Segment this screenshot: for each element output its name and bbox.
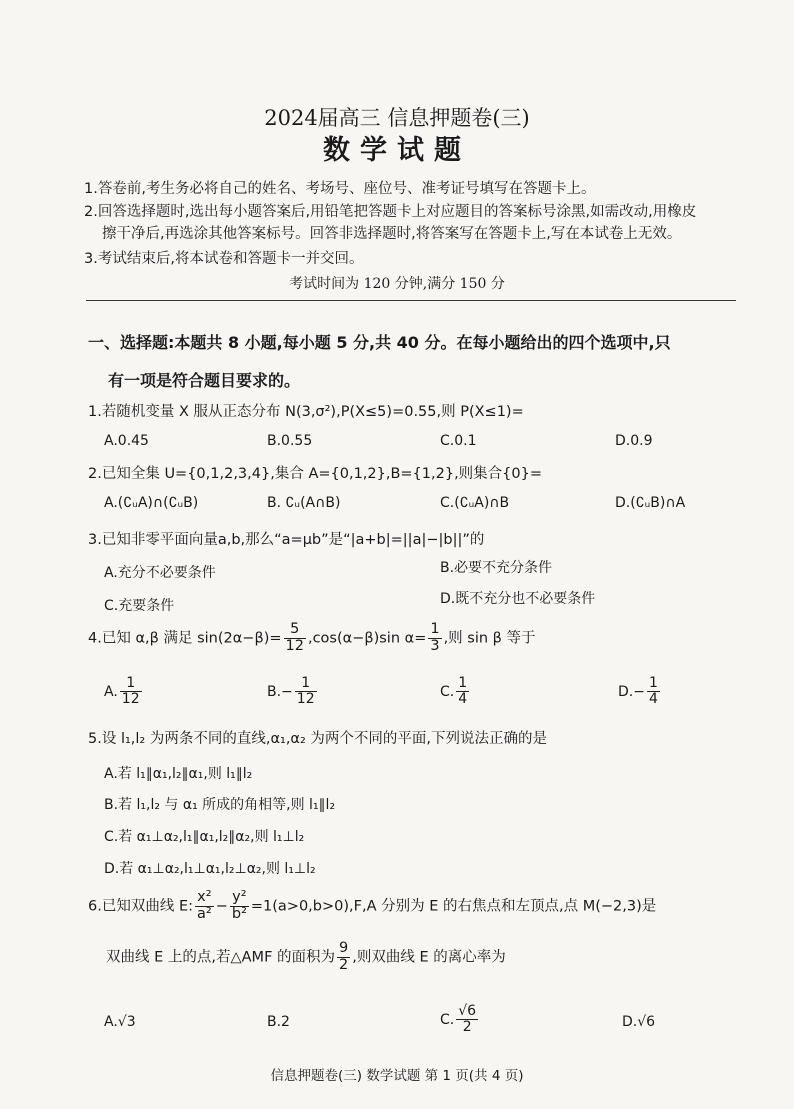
q6-stem-line2: [106, 941, 506, 974]
q4-option-a-frac: [120, 676, 142, 708]
q6-option-c-den: 2: [462, 1019, 472, 1036]
q3-option-d: D.既不充分也不必要条件: [440, 591, 596, 607]
q6-option-c: [440, 1004, 480, 1036]
subject-title: 数学试题: [323, 135, 471, 166]
q1-option-b: B.0.55: [267, 433, 313, 449]
q4-option-d-num: 1: [648, 675, 658, 691]
q2-option-d: D.(∁ᵤB)∩A: [615, 495, 686, 511]
q4-stem-a: 4.已知 α,β 满足 sin(2α−β)=: [88, 630, 282, 647]
notice-3: 3.考试结束后,将本试卷和答题卡一并交回。: [84, 251, 364, 267]
q4-option-c-label: C.: [440, 683, 455, 700]
divider: [86, 300, 736, 301]
q6-frac-y-num: y²: [230, 890, 249, 907]
q6-option-c-num: √6: [458, 1003, 477, 1019]
q6-option-c-label: C.: [440, 1011, 455, 1028]
q4-stem: [88, 622, 536, 655]
q6-stem-b: =1(a>0,b>0),F,A 分别为 E 的右焦点和左顶点,点 M(−2,3)是: [250, 898, 657, 915]
q4-option-a-num: 1: [120, 676, 142, 692]
q4-fraction-2-num: 1: [430, 621, 440, 637]
notice-2-cont: 擦干净后,再选涂其他答案标号。回答非选择题时,将答案写在答题卡上,写在本试卷上无效。: [102, 226, 682, 242]
q4-option-d-label: D.−: [618, 683, 645, 700]
q6-frac-y: [230, 890, 249, 923]
q5-option-c: C.若 α₁⊥α₂,l₁∥α₁,l₂∥α₂,则 l₁⊥l₂: [104, 829, 305, 845]
q6-area-den: 2: [339, 956, 349, 973]
notice-1: 1.答卷前,考生务必将自己的姓名、考场号、座位号、准考证号填写在答题卡上。: [84, 181, 596, 197]
q4-option-b-frac: [295, 676, 317, 708]
q4-option-d: [618, 676, 662, 708]
q6-area-frac: [337, 941, 350, 974]
q6-option-b: B.2: [267, 1014, 290, 1030]
q4-option-d-den: 4: [648, 691, 658, 708]
q4-fraction-1-num: 5: [284, 622, 306, 639]
q6-frac-x: [195, 890, 214, 923]
q6-minus: −: [215, 898, 228, 915]
q5-option-b: B.若 l₁,l₂ 与 α₁ 所成的角相等,则 l₁∥l₂: [104, 797, 336, 813]
q4-fraction-1-den: 12: [285, 637, 304, 654]
q3-option-b: B.必要不充分条件: [440, 560, 553, 576]
q6-stem: [88, 890, 656, 923]
exam-title: 2024届高三 信息押题卷(三): [264, 106, 530, 130]
notice-2: 2.回答选择题时,选出每小题答案后,用铅笔把答题卡上对应题目的答案标号涂黑,如需改动,用橡皮: [84, 204, 697, 220]
q4-fraction-1: [284, 622, 306, 655]
q6-area-num: 9: [339, 940, 349, 956]
exam-time: 考试时间为 120 分钟,满分 150 分: [289, 276, 505, 292]
q1-option-a: A.0.45: [104, 433, 149, 449]
q4-option-c-num: 1: [458, 675, 468, 691]
q4-option-a-label: A.: [104, 683, 118, 700]
q4-option-c: [440, 676, 471, 708]
q1-option-c: C.0.1: [440, 433, 477, 449]
q4-option-c-den: 4: [458, 691, 468, 708]
q6-frac-x-num: x²: [195, 890, 214, 907]
q2-stem: 2.已知全集 U={0,1,2,3,4},集合 A={0,1,2},B={1,2},则集合{0}=: [88, 466, 543, 482]
q6-line2-b: ,则双曲线 E 的离心率为: [352, 949, 506, 966]
q2-option-c: C.(∁ᵤA)∩B: [440, 495, 510, 511]
q4-option-a: [104, 676, 144, 708]
q3-stem: 3.已知非零平面向量a,b,那么“a=μb”是“|a+b|=||a|−|b||”的: [88, 532, 485, 548]
q2-option-b: B. ∁ᵤ(A∩B): [267, 495, 341, 511]
q4-option-a-den: 12: [121, 691, 140, 708]
q5-option-a: A.若 l₁∥α₁,l₂∥α₁,则 l₁∥l₂: [104, 766, 253, 782]
q6-option-d: D.√6: [622, 1014, 656, 1030]
q4-option-d-frac: [647, 676, 660, 708]
q6-option-a: A.√3: [104, 1014, 136, 1030]
q6-stem-a: 6.已知双曲线 E:: [88, 898, 193, 915]
q4-option-b: [267, 676, 319, 708]
q5-stem: 5.设 l₁,l₂ 为两条不同的直线,α₁,α₂ 为两个不同的平面,下列说法正确的是: [88, 731, 548, 747]
q6-frac-x-den: a²: [197, 905, 212, 922]
q1-option-d: D.0.9: [615, 433, 653, 449]
section-heading: 一、选择题:本题共 8 小题,每小题 5 分,共 40 分。在每小题给出的四个选项中,只: [88, 333, 671, 352]
q4-option-b-label: B.−: [267, 683, 293, 700]
q6-frac-y-den: b²: [231, 905, 247, 922]
q3-option-c: C.充要条件: [104, 598, 175, 614]
q4-stem-c: ,则 sin β 等于: [443, 630, 536, 647]
q1-stem: 1.若随机变量 X 服从正态分布 N(3,σ²),P(X≤5)=0.55,则 P(X≤1)=: [88, 404, 524, 420]
q4-option-c-frac: [456, 676, 469, 708]
q6-option-c-frac: [456, 1004, 478, 1036]
q4-option-b-den: 12: [296, 691, 315, 708]
q5-option-d: D.若 α₁⊥α₂,l₁⊥α₁,l₂⊥α₂,则 l₁⊥l₂: [104, 861, 316, 877]
section-heading-cont: 有一项是符合题目要求的。: [108, 371, 301, 390]
q2-option-a: A.(∁ᵤA)∩(∁ᵤB): [104, 495, 199, 511]
q6-line2-a: 双曲线 E 上的点,若△AMF 的面积为: [106, 949, 336, 966]
q3-option-a: A.充分不必要条件: [104, 565, 216, 581]
q4-option-b-num: 1: [295, 676, 317, 692]
q4-stem-b: ,cos(α−β)sin α=: [307, 630, 427, 647]
page-footer: 信息押题卷(三) 数学试题 第 1 页(共 4 页): [270, 1068, 524, 1084]
q4-fraction-2: [428, 622, 441, 655]
q4-fraction-2-den: 3: [430, 637, 440, 654]
